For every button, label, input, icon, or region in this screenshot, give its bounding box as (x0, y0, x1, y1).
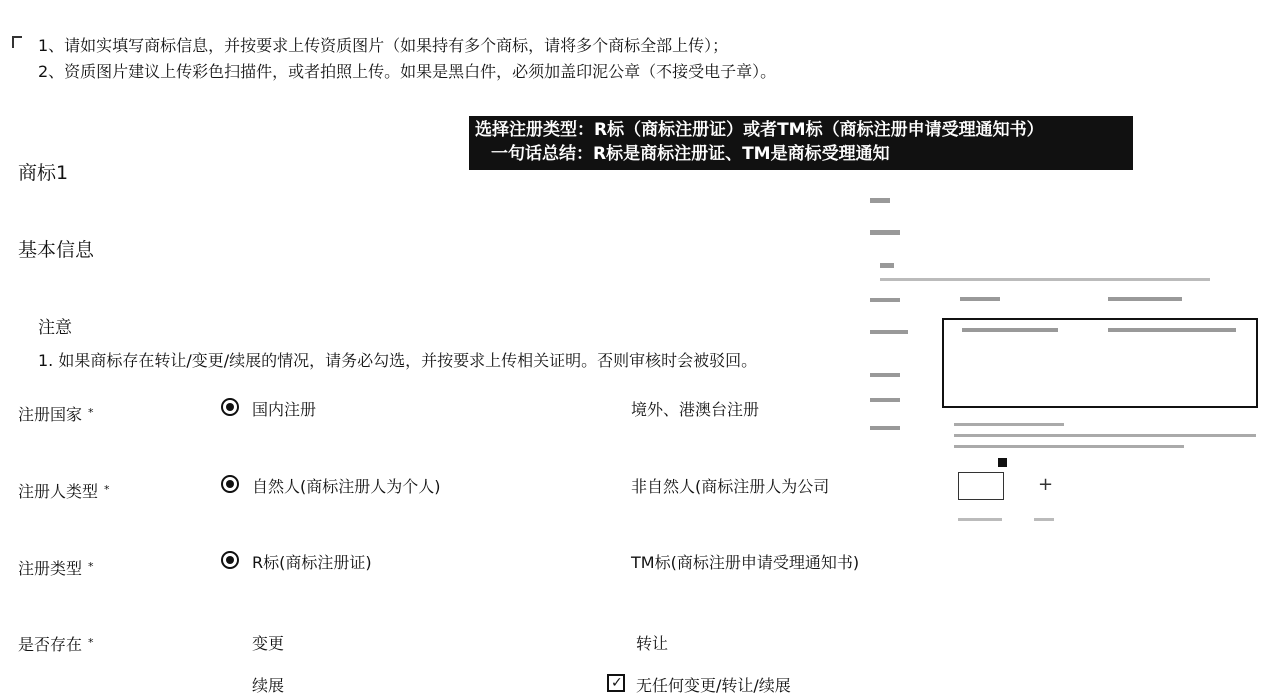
option-non-natural-person[interactable]: 非自然人(商标注册人为公司 (631, 477, 830, 496)
checkbox-no-changes[interactable] (607, 674, 625, 692)
note-title: 注意 (38, 318, 72, 338)
form-preview-thumbnail (862, 190, 1272, 530)
required-mark: * (104, 483, 110, 496)
exists-label-text: 是否存在 (18, 635, 83, 654)
preview-plus-icon: + (1038, 474, 1054, 495)
check-icon: ✓ (611, 675, 623, 691)
country-label-text: 注册国家 (18, 405, 83, 424)
option-renewal[interactable]: 续展 (252, 676, 285, 695)
basic-info-title: 基本信息 (18, 239, 95, 261)
note-line: 1. 如果商标存在转让/变更/续展的情况，请务必勾选，并按要求上传相关证明。否则审核时会被驳回。 (38, 351, 758, 370)
required-mark: * (88, 406, 94, 419)
option-no-changes[interactable]: 无任何变更/转让/续展 (636, 676, 791, 695)
required-mark: * (88, 560, 94, 573)
required-mark: * (88, 636, 94, 649)
registration-type-tip-banner (469, 116, 1133, 170)
preview-close-icon (998, 458, 1007, 467)
radio-domestic[interactable] (221, 398, 239, 416)
trademark-title: 商标1 (18, 162, 69, 184)
registration-type-label (18, 556, 94, 579)
banner-line-2: 一句话总结：R标是商标注册证、TM是商标受理通知 (491, 144, 890, 164)
registrant-type-label (18, 479, 110, 502)
option-change[interactable]: 变更 (252, 634, 285, 653)
option-transfer[interactable]: 转让 (636, 634, 669, 653)
radio-r-mark[interactable] (221, 551, 239, 569)
option-domestic[interactable]: 国内注册 (252, 400, 317, 419)
banner-line-1: 选择注册类型：R标（商标注册证）或者TM标（商标注册申请受理通知书） (475, 120, 1044, 140)
notice-line-1: 1、请如实填写商标信息，并按要求上传资质图片（如果持有多个商标，请将多个商标全部上传）； (38, 36, 729, 55)
corner-mark-icon (12, 36, 22, 48)
country-label (18, 402, 94, 425)
option-r-mark[interactable]: R标(商标注册证) (252, 553, 372, 572)
registration-type-label-text: 注册类型 (18, 559, 83, 578)
registrant-type-label-text: 注册人类型 (18, 482, 99, 501)
preview-upload-image (958, 472, 1004, 500)
radio-natural-person[interactable] (221, 475, 239, 493)
option-natural-person[interactable]: 自然人(商标注册人为个人) (252, 477, 441, 496)
notice-line-2: 2、资质图片建议上传彩色扫描件，或者拍照上传。如果是黑白件，必须加盖印泥公章（不接受电子章）。 (38, 62, 777, 81)
exists-label (18, 632, 94, 655)
option-tm-mark[interactable]: TM标(商标注册申请受理通知书) (631, 553, 860, 572)
option-overseas[interactable]: 境外、港澳台注册 (631, 400, 760, 419)
